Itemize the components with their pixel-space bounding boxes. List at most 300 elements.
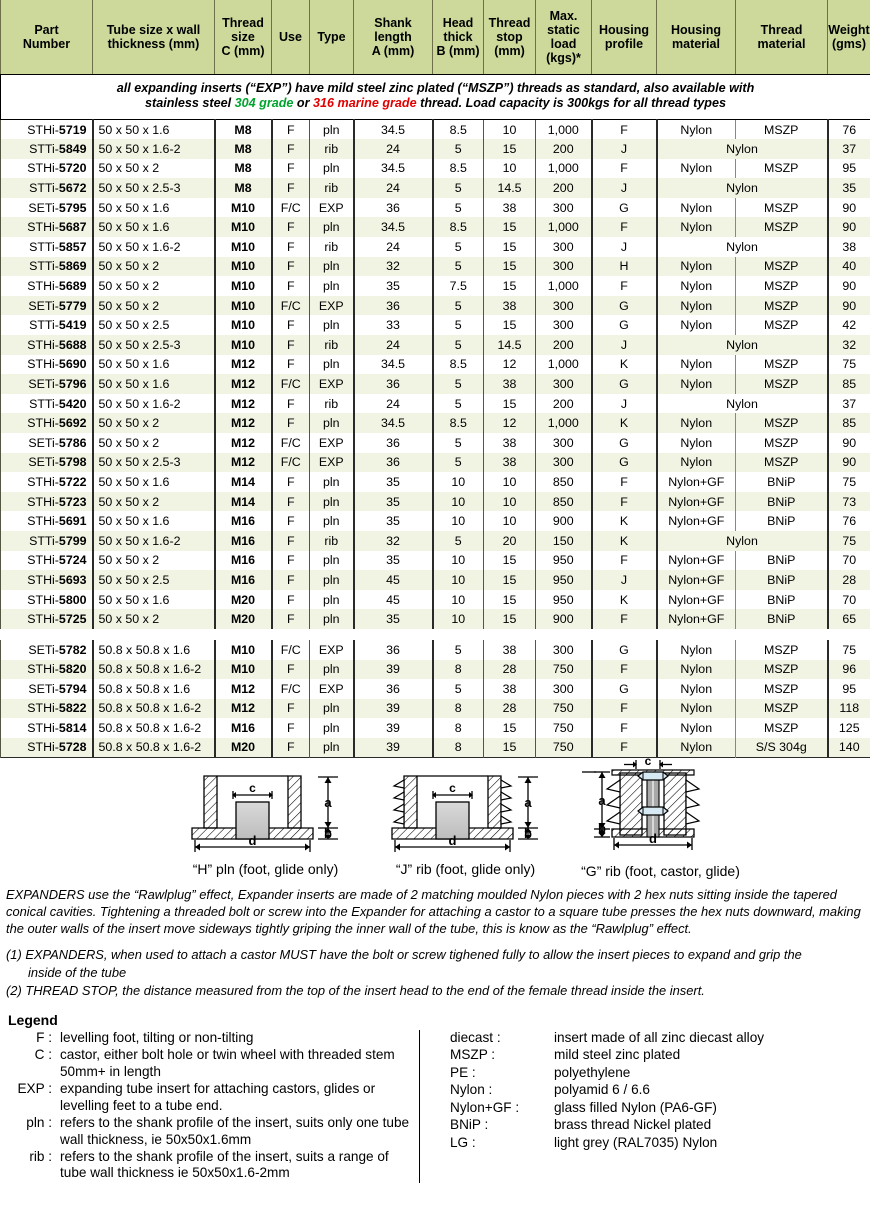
cell-max-static-load: 750 xyxy=(536,699,592,719)
cell-shank-length: 32 xyxy=(354,531,433,551)
cell-housing-material: Nylon xyxy=(657,159,736,179)
table-row xyxy=(1,355,870,375)
cell-weight: 95 xyxy=(828,159,870,179)
legend-row xyxy=(450,1082,764,1098)
cell-max-static-load: 1,000 xyxy=(536,217,592,237)
legend-key: C : xyxy=(34,1047,52,1063)
cell-housing-thread-material: Nylon xyxy=(657,531,828,551)
cell-housing-material: Nylon xyxy=(657,433,736,453)
cell-use: F xyxy=(272,178,310,198)
table-row xyxy=(1,198,870,218)
cell-head-thickness: 5 xyxy=(433,257,484,277)
cell-thread-material: BNiP xyxy=(736,492,828,512)
cell-head-thickness: 8.5 xyxy=(433,119,484,139)
cell-max-static-load: 300 xyxy=(536,315,592,335)
cell-thread-stop: 14.5 xyxy=(484,335,536,355)
cell-housing-profile: G xyxy=(592,315,657,335)
cell-type: pln xyxy=(310,551,354,571)
legend-value: polyethylene xyxy=(554,1064,631,1080)
grade-316-text: 316 marine grade xyxy=(313,96,417,111)
cell-shank-length: 35 xyxy=(354,492,433,512)
cell-use: F xyxy=(272,511,310,531)
cell-thread-stop: 20 xyxy=(484,531,536,551)
note-item-1 xyxy=(6,946,864,980)
legend-key: pln : xyxy=(26,1115,52,1131)
cell-tube-size: 50 x 50 x 1.6 xyxy=(93,511,215,531)
cell-use: F xyxy=(272,531,310,551)
table-row xyxy=(1,433,870,453)
cell-thread-material: MSZP xyxy=(736,159,828,179)
cell-housing-material: Nylon xyxy=(657,679,736,699)
cell-use: F/C xyxy=(272,453,310,473)
cell-max-static-load: 1,000 xyxy=(536,276,592,296)
cell-weight: 85 xyxy=(828,374,870,394)
cell-thread-size: M20 xyxy=(215,609,272,629)
cell-max-static-load: 200 xyxy=(536,178,592,198)
table-row xyxy=(1,718,870,738)
cell-tube-size: 50 x 50 x 1.6 xyxy=(93,217,215,237)
cell-part-number: SETi-5794 xyxy=(1,679,93,699)
cell-head-thickness: 10 xyxy=(433,590,484,610)
cell-weight: 75 xyxy=(828,472,870,492)
dim-b-label-j: b xyxy=(524,825,532,841)
cell-housing-profile: F xyxy=(592,660,657,680)
legend-key: Nylon+GF : xyxy=(450,1099,520,1115)
cell-tube-size: 50 x 50 x 1.6 xyxy=(93,374,215,394)
legend-value: castor, either bolt hole or twin wheel with threaded stem 50mm+ in length xyxy=(60,1047,395,1079)
cell-type: EXP xyxy=(310,296,354,316)
cell-housing-profile: F xyxy=(592,609,657,629)
cell-use: F xyxy=(272,472,310,492)
cell-housing-material: Nylon xyxy=(657,640,736,660)
cell-housing-material: Nylon xyxy=(657,718,736,738)
cell-part-number: STHi-5800 xyxy=(1,590,93,610)
cell-housing-profile: K xyxy=(592,511,657,531)
cell-use: F xyxy=(272,590,310,610)
legend-key: PE : xyxy=(450,1064,476,1080)
cell-head-thickness: 5 xyxy=(433,237,484,257)
table-row xyxy=(1,492,870,512)
diagram-j-rib xyxy=(378,764,553,877)
cell-part-number: STHi-5692 xyxy=(1,413,93,433)
cell-thread-stop: 15 xyxy=(484,237,536,257)
cell-housing-profile: J xyxy=(592,139,657,159)
cell-head-thickness: 5 xyxy=(433,178,484,198)
table-body xyxy=(1,119,870,758)
cell-housing-material: Nylon+GF xyxy=(657,551,736,571)
table-row xyxy=(1,453,870,473)
table-row xyxy=(1,217,870,237)
column-header-9: Housing profile xyxy=(592,0,657,74)
cell-housing-material: Nylon xyxy=(657,296,736,316)
column-header-5: Shank length A (mm) xyxy=(354,0,433,74)
column-header-3: Use xyxy=(272,0,310,74)
cell-thread-size: M12 xyxy=(215,374,272,394)
grade-304-text: 304 grade xyxy=(234,96,294,111)
table-row xyxy=(1,738,870,758)
cell-tube-size: 50.8 x 50.8 x 1.6-2 xyxy=(93,660,215,680)
cell-thread-stop: 15 xyxy=(484,257,536,277)
legend-key: EXP : xyxy=(17,1081,52,1097)
cell-type: rib xyxy=(310,394,354,414)
cell-thread-stop: 38 xyxy=(484,198,536,218)
cell-tube-size: 50 x 50 x 2 xyxy=(93,433,215,453)
cell-weight: 32 xyxy=(828,335,870,355)
table-row xyxy=(1,570,870,590)
cell-thread-size: M8 xyxy=(215,178,272,198)
cell-thread-stop: 15 xyxy=(484,394,536,414)
cell-housing-material: Nylon xyxy=(657,413,736,433)
cell-shank-length: 35 xyxy=(354,551,433,571)
cell-thread-size: M10 xyxy=(215,276,272,296)
cell-weight: 65 xyxy=(828,609,870,629)
cell-thread-size: M16 xyxy=(215,511,272,531)
legend-key: Nylon : xyxy=(450,1082,493,1098)
cell-housing-material: Nylon+GF xyxy=(657,590,736,610)
cell-thread-material: MSZP xyxy=(736,355,828,375)
cell-shank-length: 34.5 xyxy=(354,119,433,139)
legend-row xyxy=(450,1117,764,1133)
note-stainless-text: stainless steel xyxy=(145,96,235,111)
cell-weight: 85 xyxy=(828,413,870,433)
cell-type: EXP xyxy=(310,453,354,473)
cell-part-number: STTi-5420 xyxy=(1,394,93,414)
cell-tube-size: 50 x 50 x 1.6-2 xyxy=(93,394,215,414)
legend-value: expanding tube insert for attaching castors, glides or levelling feet to a tube end. xyxy=(60,1081,376,1113)
cell-part-number: SETi-5782 xyxy=(1,640,93,660)
legend-row xyxy=(450,1135,764,1151)
cell-part-number: STHi-5719 xyxy=(1,119,93,139)
cell-part-number: STHi-5724 xyxy=(1,551,93,571)
cell-tube-size: 50 x 50 x 2 xyxy=(93,296,215,316)
dim-b-label-g: b xyxy=(598,820,606,836)
cell-weight: 140 xyxy=(828,738,870,758)
cell-use: F/C xyxy=(272,679,310,699)
table-row xyxy=(1,660,870,680)
cell-part-number: STTi-5799 xyxy=(1,531,93,551)
cell-part-number: STHi-5814 xyxy=(1,718,93,738)
cell-thread-size: M10 xyxy=(215,660,272,680)
cell-use: F xyxy=(272,699,310,719)
cell-head-thickness: 5 xyxy=(433,394,484,414)
cell-thread-size: M10 xyxy=(215,237,272,257)
cell-housing-profile: F xyxy=(592,472,657,492)
table-row xyxy=(1,472,870,492)
cell-shank-length: 35 xyxy=(354,511,433,531)
cell-thread-material: BNiP xyxy=(736,551,828,571)
cell-tube-size: 50.8 x 50.8 x 1.6-2 xyxy=(93,738,215,758)
cell-tube-size: 50 x 50 x 1.6 xyxy=(93,119,215,139)
cell-thread-stop: 38 xyxy=(484,679,536,699)
cell-housing-profile: G xyxy=(592,640,657,660)
cell-housing-profile: J xyxy=(592,178,657,198)
cell-part-number: STTi-5672 xyxy=(1,178,93,198)
cell-type: rib xyxy=(310,531,354,551)
cell-shank-length: 45 xyxy=(354,590,433,610)
cell-use: F/C xyxy=(272,198,310,218)
cell-max-static-load: 300 xyxy=(536,640,592,660)
column-header-8: Max. static load (kgs)* xyxy=(536,0,592,74)
cell-head-thickness: 5 xyxy=(433,433,484,453)
cell-housing-thread-material: Nylon xyxy=(657,237,828,257)
table-row xyxy=(1,119,870,139)
cell-head-thickness: 10 xyxy=(433,511,484,531)
cell-part-number: STHi-5693 xyxy=(1,570,93,590)
cell-thread-size: M10 xyxy=(215,198,272,218)
cell-thread-stop: 15 xyxy=(484,609,536,629)
cell-part-number: SETi-5798 xyxy=(1,453,93,473)
cell-max-static-load: 300 xyxy=(536,237,592,257)
cell-weight: 125 xyxy=(828,718,870,738)
cell-head-thickness: 5 xyxy=(433,640,484,660)
expanders-paragraph: EXPANDERS use the “Rawlplug” effect, Expander inserts are made of 2 matching moulded Nylon pieces with 2 hex nuts sitting inside the tapered conical cavities. Tightening a threaded bolt or screw into the Expander for attaching a castor to a square tube presses the hex nuts downward, making the outer walls of the insert move sideways tightly griping the inner wall of the tube, this is know as the “Rawlplug” effect. xyxy=(6,886,861,937)
cell-max-static-load: 150 xyxy=(536,531,592,551)
legend-row xyxy=(450,1100,764,1116)
dim-c-label-j: c xyxy=(449,780,456,795)
cell-housing-material: Nylon xyxy=(657,453,736,473)
note-or-text: or xyxy=(293,96,314,111)
cell-housing-profile: F xyxy=(592,217,657,237)
table-row xyxy=(1,276,870,296)
cell-part-number: STTi-5869 xyxy=(1,257,93,277)
cell-head-thickness: 8 xyxy=(433,660,484,680)
cell-use: F xyxy=(272,609,310,629)
cell-head-thickness: 8 xyxy=(433,738,484,758)
cell-thread-stop: 15 xyxy=(484,551,536,571)
table-row xyxy=(1,679,870,699)
cell-thread-size: M10 xyxy=(215,335,272,355)
cell-housing-profile: F xyxy=(592,551,657,571)
cell-use: F xyxy=(272,660,310,680)
cell-type: pln xyxy=(310,660,354,680)
cell-housing-material: Nylon+GF xyxy=(657,492,736,512)
table-row xyxy=(1,551,870,571)
note-line-2 xyxy=(5,96,866,112)
cell-part-number: STHi-5820 xyxy=(1,660,93,680)
cell-housing-profile: G xyxy=(592,198,657,218)
cell-tube-size: 50 x 50 x 2 xyxy=(93,413,215,433)
cell-thread-size: M12 xyxy=(215,433,272,453)
cell-use: F xyxy=(272,335,310,355)
column-header-6: Head thick B (mm) xyxy=(433,0,484,74)
cell-weight: 76 xyxy=(828,511,870,531)
column-header-0: Part Number xyxy=(1,0,93,74)
cell-weight: 90 xyxy=(828,453,870,473)
dim-a-label-g: a xyxy=(598,792,606,808)
legend-section xyxy=(0,1012,870,1183)
cell-housing-material: Nylon xyxy=(657,276,736,296)
cell-max-static-load: 950 xyxy=(536,551,592,571)
legend-key: diecast : xyxy=(450,1029,501,1045)
cell-max-static-load: 300 xyxy=(536,198,592,218)
cell-part-number: STHi-5722 xyxy=(1,472,93,492)
cell-housing-material: Nylon xyxy=(657,660,736,680)
cell-shank-length: 34.5 xyxy=(354,355,433,375)
legend-value: insert made of all zinc diecast alloy xyxy=(554,1029,765,1045)
table-row xyxy=(1,413,870,433)
cell-thread-material: MSZP xyxy=(736,699,828,719)
cell-shank-length: 24 xyxy=(354,178,433,198)
legend-row xyxy=(450,1030,764,1046)
numbered-notes xyxy=(6,946,864,998)
cell-thread-size: M16 xyxy=(215,551,272,571)
cell-housing-profile: J xyxy=(592,394,657,414)
cell-max-static-load: 300 xyxy=(536,374,592,394)
cell-thread-material: MSZP xyxy=(736,433,828,453)
cell-shank-length: 24 xyxy=(354,237,433,257)
cell-type: EXP xyxy=(310,198,354,218)
cell-part-number: STHi-5690 xyxy=(1,355,93,375)
cell-shank-length: 33 xyxy=(354,315,433,335)
cell-type: pln xyxy=(310,609,354,629)
cell-shank-length: 24 xyxy=(354,139,433,159)
cell-head-thickness: 10 xyxy=(433,570,484,590)
cell-weight: 40 xyxy=(828,257,870,277)
note-text: (2) THREAD STOP, the distance measured from the top of the insert head to the end of the female thread inside the insert. xyxy=(6,982,705,998)
cell-max-static-load: 1,000 xyxy=(536,413,592,433)
cell-thread-stop: 15 xyxy=(484,139,536,159)
cell-use: F/C xyxy=(272,374,310,394)
cell-thread-size: M10 xyxy=(215,217,272,237)
cell-max-static-load: 300 xyxy=(536,433,592,453)
cell-housing-profile: F xyxy=(592,276,657,296)
cell-max-static-load: 300 xyxy=(536,296,592,316)
cell-shank-length: 39 xyxy=(354,718,433,738)
cell-weight: 75 xyxy=(828,355,870,375)
cell-housing-profile: J xyxy=(592,237,657,257)
cell-part-number: SETi-5795 xyxy=(1,198,93,218)
cell-max-static-load: 750 xyxy=(536,718,592,738)
cell-housing-material: Nylon xyxy=(657,198,736,218)
cell-tube-size: 50 x 50 x 2.5 xyxy=(93,570,215,590)
cell-part-number: STHi-5723 xyxy=(1,492,93,512)
legend-value: light grey (RAL7035) Nylon xyxy=(554,1134,718,1150)
legend-key: BNiP : xyxy=(450,1117,489,1133)
diagram-g-caption: “G” rib (foot, castor, glide) xyxy=(581,862,740,879)
dim-a-label-j: a xyxy=(524,794,532,810)
cell-use: F xyxy=(272,355,310,375)
cell-type: pln xyxy=(310,492,354,512)
cell-shank-length: 24 xyxy=(354,335,433,355)
cell-type: pln xyxy=(310,472,354,492)
diagram-h-pln xyxy=(178,764,353,877)
cell-weight: 90 xyxy=(828,198,870,218)
cell-shank-length: 39 xyxy=(354,699,433,719)
cell-housing-thread-material: Nylon xyxy=(657,335,828,355)
cell-weight: 37 xyxy=(828,394,870,414)
cell-type: rib xyxy=(310,237,354,257)
legend-row xyxy=(450,1065,764,1081)
legend-value: levelling foot, tilting or non-tilting xyxy=(60,1029,254,1045)
cell-weight: 70 xyxy=(828,590,870,610)
cell-thread-size: M14 xyxy=(215,472,272,492)
cell-weight: 76 xyxy=(828,119,870,139)
cell-thread-stop: 15 xyxy=(484,570,536,590)
cell-housing-profile: F xyxy=(592,119,657,139)
cell-part-number: STTi-5849 xyxy=(1,139,93,159)
cell-housing-profile: K xyxy=(592,413,657,433)
cell-housing-material: Nylon xyxy=(657,374,736,394)
cell-head-thickness: 5 xyxy=(433,198,484,218)
diagram-j-drawing xyxy=(378,764,553,854)
cell-shank-length: 32 xyxy=(354,257,433,277)
cell-tube-size: 50 x 50 x 2.5-3 xyxy=(93,178,215,198)
cell-housing-material: Nylon+GF xyxy=(657,472,736,492)
cell-thread-stop: 10 xyxy=(484,511,536,531)
cell-housing-profile: K xyxy=(592,531,657,551)
cell-thread-stop: 12 xyxy=(484,413,536,433)
legend-title: Legend xyxy=(8,1011,58,1028)
cell-type: rib xyxy=(310,139,354,159)
table-row xyxy=(1,296,870,316)
cell-thread-material: MSZP xyxy=(736,198,828,218)
cell-shank-length: 36 xyxy=(354,198,433,218)
cell-thread-size: M10 xyxy=(215,640,272,660)
cell-max-static-load: 1,000 xyxy=(536,355,592,375)
cell-tube-size: 50 x 50 x 2 xyxy=(93,492,215,512)
cell-type: pln xyxy=(310,159,354,179)
cell-thread-size: M12 xyxy=(215,679,272,699)
cell-use: F xyxy=(272,119,310,139)
dim-b-label-h: b xyxy=(324,825,332,841)
cell-weight: 96 xyxy=(828,660,870,680)
cell-part-number: STTi-5419 xyxy=(1,315,93,335)
cell-weight: 90 xyxy=(828,276,870,296)
cell-type: pln xyxy=(310,257,354,277)
column-header-11: Thread material xyxy=(736,0,828,74)
cell-tube-size: 50 x 50 x 2 xyxy=(93,276,215,296)
cell-weight: 28 xyxy=(828,570,870,590)
cell-head-thickness: 10 xyxy=(433,609,484,629)
cell-housing-profile: G xyxy=(592,296,657,316)
cell-weight: 75 xyxy=(828,640,870,660)
cell-shank-length: 39 xyxy=(354,660,433,680)
cell-use: F xyxy=(272,570,310,590)
cell-use: F xyxy=(272,276,310,296)
cell-housing-material: Nylon xyxy=(657,217,736,237)
cell-thread-size: M12 xyxy=(215,355,272,375)
cell-thread-material: BNiP xyxy=(736,590,828,610)
cell-thread-material: MSZP xyxy=(736,276,828,296)
legend-value: mild steel zinc plated xyxy=(554,1047,681,1063)
cell-thread-stop: 28 xyxy=(484,660,536,680)
cell-thread-size: M12 xyxy=(215,699,272,719)
diagram-h-caption: “H” pln (foot, glide only) xyxy=(192,860,339,877)
cell-thread-material: MSZP xyxy=(736,374,828,394)
cell-use: F xyxy=(272,217,310,237)
cell-max-static-load: 300 xyxy=(536,453,592,473)
cell-weight: 70 xyxy=(828,551,870,571)
cell-shank-length: 36 xyxy=(354,640,433,660)
legend-left-column xyxy=(8,1030,420,1183)
cell-head-thickness: 5 xyxy=(433,315,484,335)
cell-shank-length: 34.5 xyxy=(354,413,433,433)
cell-tube-size: 50 x 50 x 1.6-2 xyxy=(93,531,215,551)
cell-type: rib xyxy=(310,178,354,198)
cell-shank-length: 45 xyxy=(354,570,433,590)
cell-housing-material: Nylon xyxy=(657,257,736,277)
cell-use: F/C xyxy=(272,296,310,316)
cell-use: F xyxy=(272,159,310,179)
cell-head-thickness: 5 xyxy=(433,139,484,159)
cell-head-thickness: 8.5 xyxy=(433,159,484,179)
cell-use: F xyxy=(272,718,310,738)
cell-part-number: STTi-5857 xyxy=(1,237,93,257)
dim-c-label-g: c xyxy=(644,755,652,768)
cell-housing-material: Nylon xyxy=(657,119,736,139)
legend-row xyxy=(8,1149,411,1182)
cell-use: F xyxy=(272,413,310,433)
